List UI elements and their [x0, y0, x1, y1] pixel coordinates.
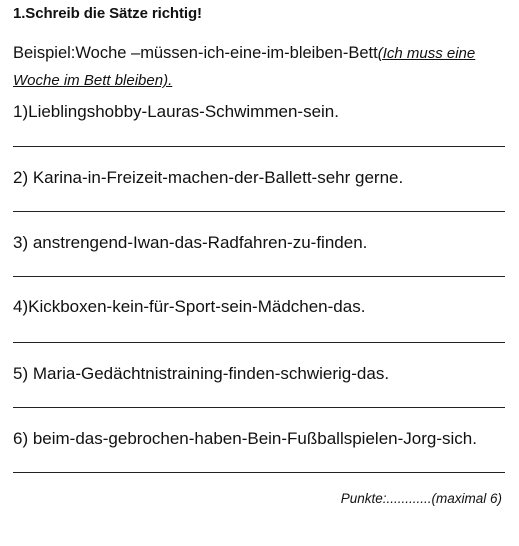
task-sentence: 6) beim-das-gebrochen-haben-Bein-Fußballspielen-Jorg-sich.: [13, 429, 477, 448]
example-block: [13, 40, 513, 94]
answer-line[interactable]: [13, 407, 505, 408]
points-label: Punkte:: [340, 491, 387, 506]
example-label: Beispiel:: [13, 44, 76, 62]
task-6: [13, 428, 508, 450]
task-5: [13, 363, 508, 385]
task-sentence: 4)Kickboxen-kein-für-Sport-sein-Mädchen-das.: [13, 297, 366, 316]
points-field: [341, 491, 502, 506]
example-scrambled: Woche –müssen-ich-eine-im-bleiben-Bett: [75, 44, 378, 62]
answer-line[interactable]: [13, 342, 505, 343]
answer-line[interactable]: [13, 146, 505, 147]
points-blank[interactable]: ............: [386, 491, 432, 506]
task-sentence: 1)Lieblingshobby-Lauras-Schwimmen-sein.: [13, 102, 339, 121]
answer-line[interactable]: [13, 211, 505, 212]
answer-line[interactable]: [13, 276, 505, 277]
answer-line[interactable]: [13, 472, 505, 473]
task-1: [13, 101, 508, 123]
task-sentence: 3) anstrengend-Iwan-das-Radfahren-zu-finden.: [13, 233, 368, 252]
points-max: (maximal 6): [431, 491, 502, 506]
example-solution: (Ich muss eine Woche im Bett bleiben).: [13, 45, 476, 89]
exercise-title: 1.Schreib die Sätze richtig!: [13, 5, 202, 22]
task-2: [13, 167, 508, 189]
task-sentence: 2) Karina-in-Freizeit-machen-der-Ballett-sehr gerne.: [13, 168, 404, 187]
task-4: [13, 296, 508, 318]
task-3: [13, 232, 508, 254]
task-sentence: 5) Maria-Gedächtnistraining-finden-schwierig-das.: [13, 364, 390, 383]
